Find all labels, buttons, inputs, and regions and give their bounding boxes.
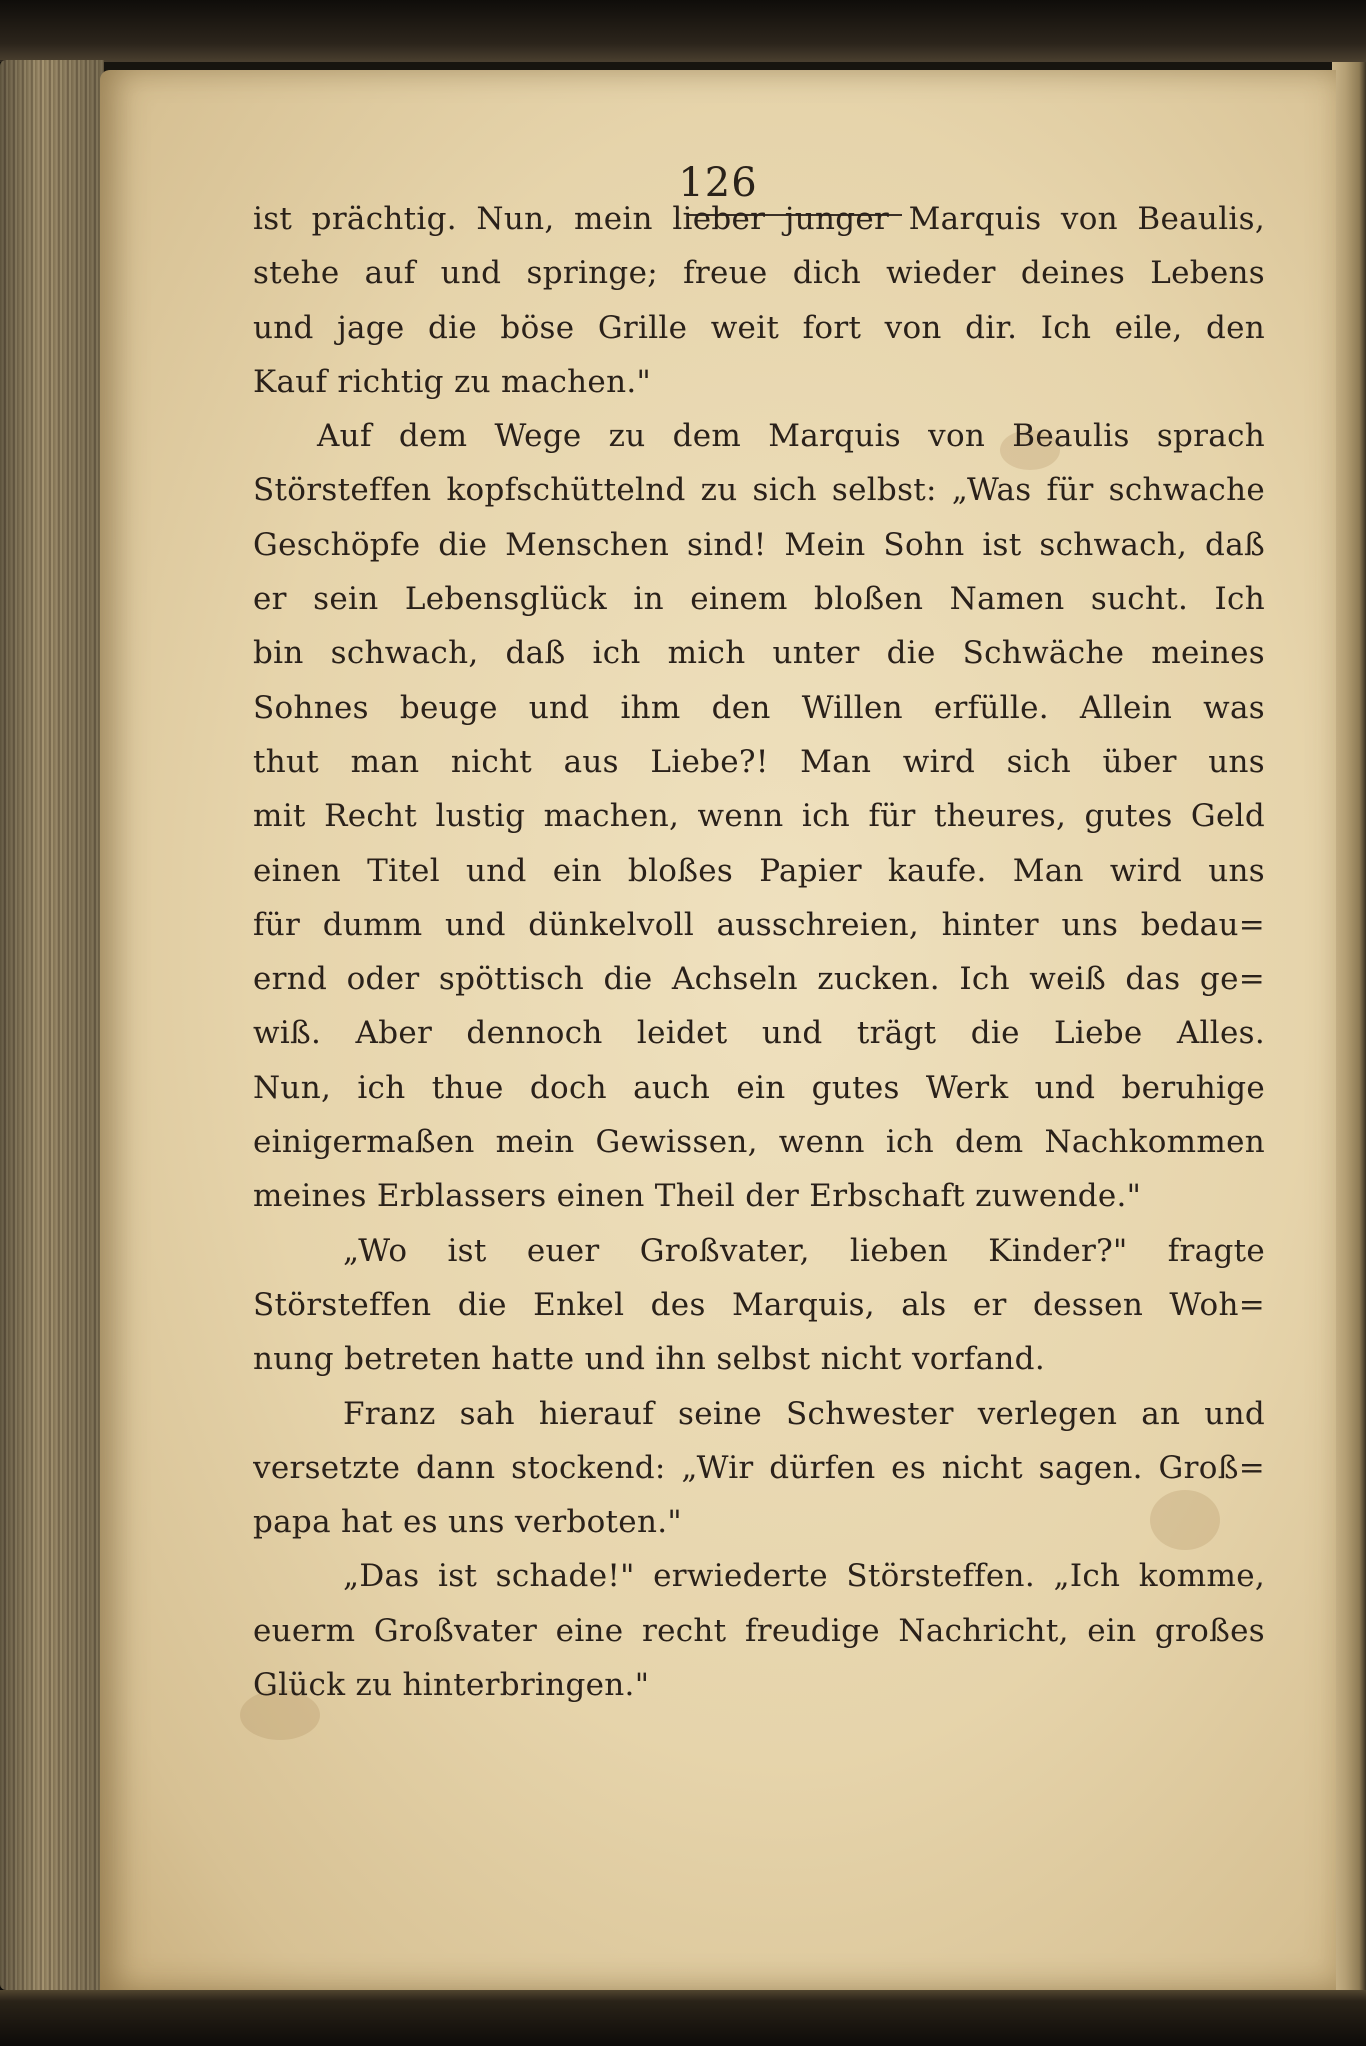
text-line: nung betreten hatte und ihn selbst nicht vorfand. (253, 1341, 1045, 1378)
text-line: bin schwach, daß ich mich unter die Schwäche meines (253, 635, 1265, 672)
text-line: ist prächtig. Nun, mein lieber junger Marquis von Beaulis, (253, 201, 1265, 237)
text-line: Glück zu hinterbringen." (253, 1667, 650, 1704)
text-line: und jage die böse Grille weit fort von dir. Ich eile, den (253, 309, 1265, 346)
text-line: Geschöpfe die Menschen sind! Mein Sohn ist schwach, daß (253, 526, 1265, 563)
book-cover-top (0, 0, 1366, 62)
text-line: Franz sah hierauf seine Schwester verlegen an und (343, 1395, 1265, 1432)
text-line: meines Erblassers einen Theil der Erbschaft zuwende." (253, 1178, 1142, 1215)
page-stack-shadow (0, 60, 104, 1990)
text-line: ernd oder spöttisch die Achseln zucken. Ich weiß das ge= (253, 961, 1265, 998)
text-line: Nun, ich thue doch auch ein gutes Werk und beruhige (253, 1069, 1265, 1106)
page-number: 126 (678, 160, 758, 206)
text-line: Auf dem Wege zu dem Marquis von Beaulis sprach (317, 418, 1265, 455)
text-line: „Wo ist euer Großvater, lieben Kinder?" fragte (343, 1232, 1265, 1269)
text-line: mit Recht lustig machen, wenn ich für theures, gutes Geld (253, 798, 1265, 835)
text-line: Kauf richtig zu machen." (253, 363, 652, 400)
text-line: thut man nicht aus Liebe?! Man wird sich über uns (253, 743, 1265, 780)
text-line: stehe auf und springe; freue dich wieder deines Lebens (253, 255, 1265, 292)
text-line: einen Titel und ein bloßes Papier kaufe. Man wird uns (253, 852, 1265, 889)
text-line: er sein Lebensglück in einem bloßen Namen sucht. Ich (253, 581, 1265, 618)
text-line: für dumm und dünkelvoll ausschreien, hinter uns bedau= (253, 906, 1265, 943)
page-stack-right (1332, 62, 1366, 1990)
body-text (253, 192, 1265, 1712)
text-line: „Das ist schade!" erwiederte Störsteffen. „Ich komme, (343, 1558, 1265, 1595)
text-line: Sohnes beuge und ihm den Willen erfülle. Allein was (253, 689, 1265, 726)
text-line: wiß. Aber dennoch leidet und trägt die Liebe Alles. (253, 1015, 1265, 1052)
text-line: einigermaßen mein Gewissen, wenn ich dem Nachkommen (253, 1124, 1265, 1161)
text-line: euerm Großvater eine recht freudige Nachricht, ein großes (253, 1612, 1265, 1649)
text-line: versetzte dann stockend: „Wir dürfen es nicht sagen. Groß= (253, 1449, 1265, 1486)
text-line: Störsteffen kopfschüttelnd zu sich selbst: „Was für schwache (253, 472, 1265, 509)
text-line: Störsteffen die Enkel des Marquis, als er dessen Woh= (253, 1286, 1265, 1323)
text-line: papa hat es uns verboten." (253, 1504, 682, 1541)
book-cover-bottom (0, 1990, 1366, 2046)
